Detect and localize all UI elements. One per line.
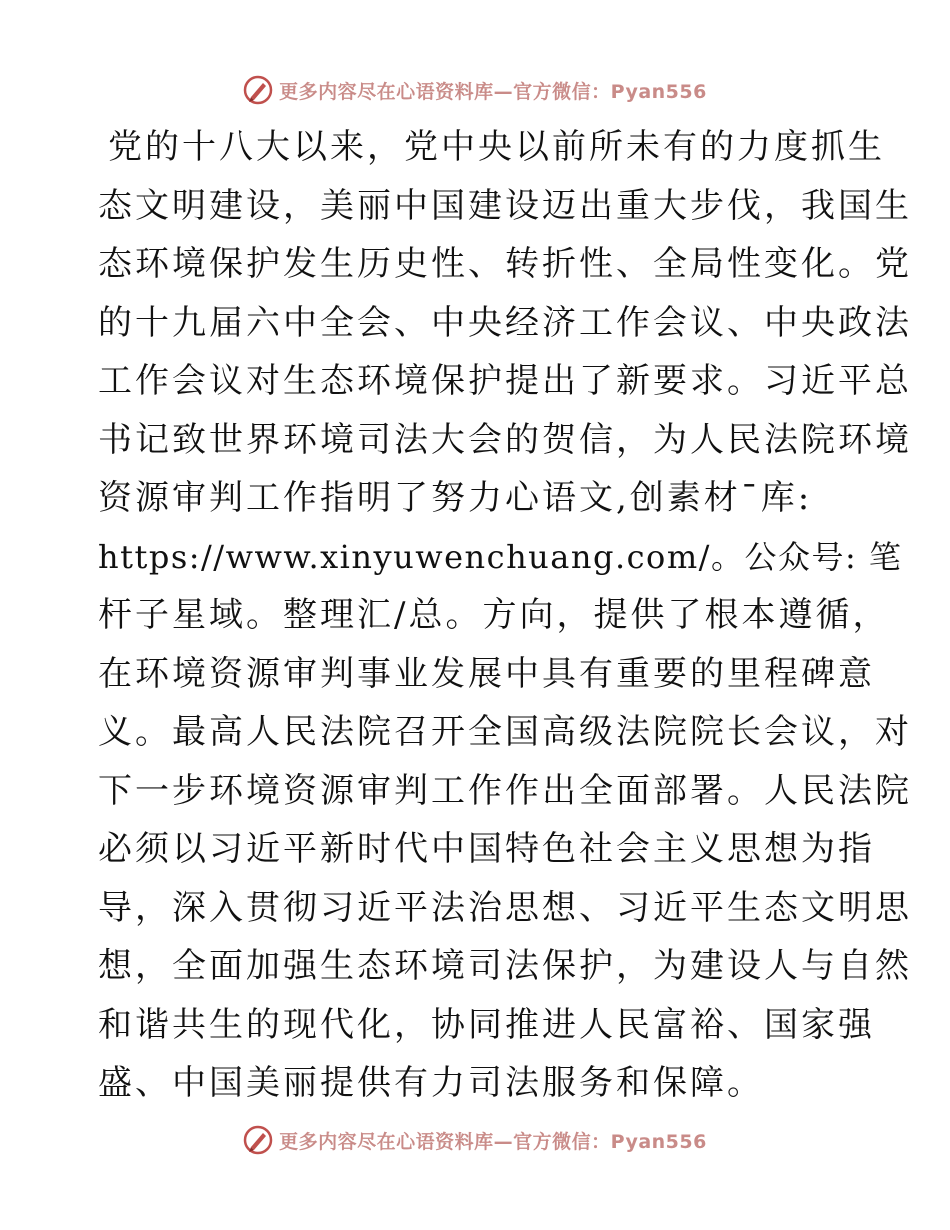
text-line: 工作会议对生态环境保护提出了新要求。习近平总 xyxy=(98,361,912,401)
text-line: 的十九届六中全会、中央经济工作会议、中央政法 xyxy=(98,302,912,343)
text-line: 态环境保护发生历史性、转折性、全局性变化。党 xyxy=(98,244,912,284)
text-line: 党的十八大以来，党中央以前所未有的力度抓生 xyxy=(108,127,885,167)
text-line: 盛、中国美丽提供有力司法服务和保障。 xyxy=(98,1063,764,1103)
text-line: 导，深入贯彻习近平法治思想、习近平生态文明思 xyxy=(98,887,912,928)
text-line: 和谐共生的现代化，协同推进人民富裕、国家强 xyxy=(98,1004,875,1045)
text-line: 杆子星域。整理汇/总。方向，提供了根本遵循， xyxy=(98,595,890,635)
text-line: 书记致世界环境司法大会的贺信，为人民法院环境 xyxy=(98,419,912,460)
text-line: 想，全面加强生态环境司法保护，为建设人与自然 xyxy=(98,946,912,986)
footer-watermark xyxy=(0,1120,950,1160)
text-line: 必须以习近平新时代中国特色社会主义思想为指 xyxy=(98,829,875,869)
text-line: 义。最高人民法院召开全国高级法院院长会议，对 xyxy=(98,712,912,752)
document-body xyxy=(98,118,912,1113)
text-line: 在环境资源审判事业发展中具有重要的里程碑意 xyxy=(98,653,875,694)
pen-circle-logo-icon xyxy=(243,1125,273,1155)
text-line: 下一步环境资源审判工作作出全面部署。人民法院 xyxy=(98,770,912,811)
watermark-text: 更多内容尽在心语资料库—官方微信：Pyan556 xyxy=(279,1130,707,1153)
watermark-text: 更多内容尽在心语资料库—官方微信：Pyan556 xyxy=(279,80,707,103)
pen-circle-logo-icon xyxy=(243,75,273,105)
text-line: 态文明建设，美丽中国建设迈出重大步伐，我国生 xyxy=(98,185,912,226)
text-line-url: https://www.xinyuwenchuang.com/。公众号: 笔 xyxy=(98,537,903,576)
header-watermark xyxy=(0,70,950,110)
text-line: 资源审判工作指明了努力心语文,创素材¯库: xyxy=(98,478,813,518)
